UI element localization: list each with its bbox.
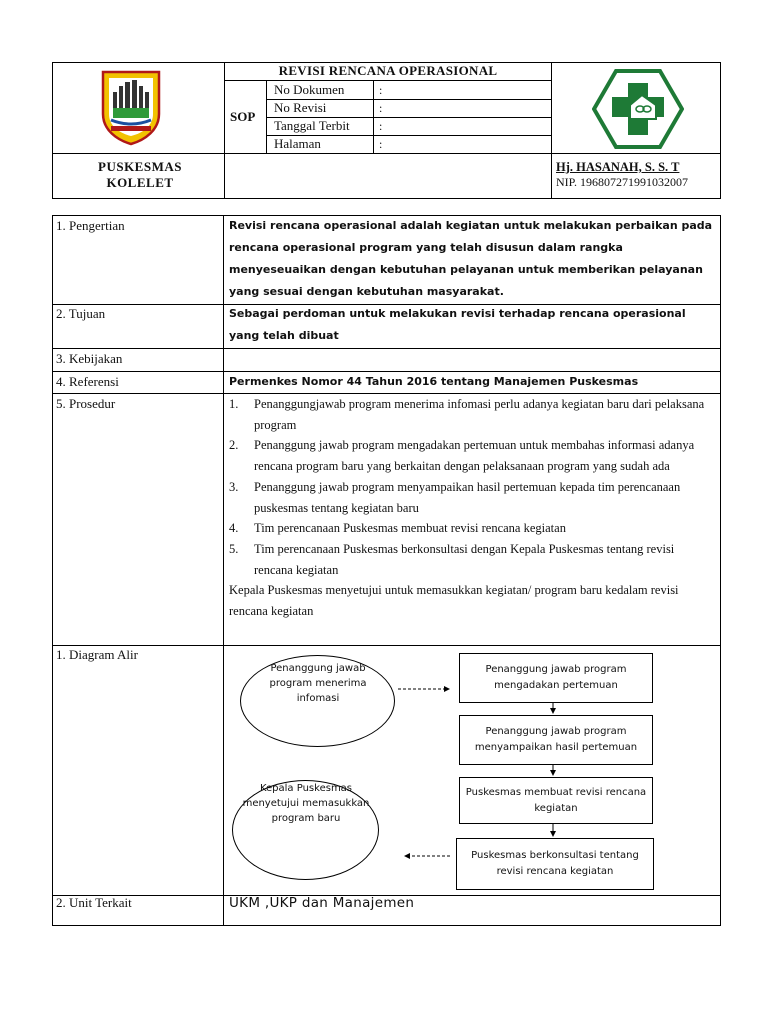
meta-value-no-revisi: : [379,101,383,115]
tujuan-text: Sebagai perdoman untuk melakukan revisi terhadap rencana operasional yang telah dibuat [229,307,686,342]
pengertian-text: Revisi rencana operasional adalah kegiatan untuk melakukan perbaikan pada rencana operasional program yang telah disusun dalam rangka menyeseuaikan dengan kebutuhan pelayanan untuk memberikan pelayanan yang sesuai dengan kebutuhan masyarakat. [229,219,713,298]
flow-box-meeting: Penanggung jawab program mengadakan pertemuan [459,653,653,703]
row-label-prosedur: 5. Prosedur [56,396,116,411]
row-label-diagram-alir: 1. Diagram Alir [56,647,138,662]
row-label-referensi: 4. Referensi [56,374,119,389]
meta-value-no-dokumen: : [379,83,383,97]
sop-label: SOP [230,109,256,124]
flow-box-report: Penanggung jawab program menyampaikan hasil pertemuan [459,715,653,765]
meta-label-halaman: Halaman [274,136,321,151]
meta-label-no-dokumen: No Dokumen [274,82,345,97]
signatory-nip: NIP. 196807271991032007 [556,175,689,189]
flow-ellipse-start-text: Penanggung jawab program menerima infomasi [269,663,367,704]
signatory-name: Hj. HASANAH, S. S. T [556,160,680,174]
flow-box-revision: Puskesmas membuat revisi rencana kegiatan [459,777,653,824]
org-name-line2: KOLELET [106,175,174,190]
meta-label-no-revisi: No Revisi [274,100,327,115]
unit-terkait-text: UKM ,UKP dan Manajemen [229,895,415,911]
meta-value-tanggal-terbit: : [379,119,383,133]
row-label-tujuan: 2. Tujuan [56,306,106,321]
prosedur-step: 4. Tim perencanaan Puskesmas membuat revisi rencana kegiatan [229,521,566,536]
flow-ellipse-end-text: Kepala Puskesmas menyetujui memasukkan program baru [242,783,370,824]
org-name-line1: PUSKESMAS [98,159,182,174]
prosedur-step: 1. Penanggungjawab program menerima infomasi perlu adanya kegiatan baru dari pelaksana program [229,397,705,432]
row-label-pengertian: 1. Pengertian [56,218,125,233]
document-title: REVISI RENCANA OPERASIONAL [278,63,498,78]
meta-value-halaman: : [379,137,383,151]
prosedur-step: 5. Tim perencanaan Puskesmas berkonsultasi dengan Kepala Puskesmas tentang revisi rencana kegiatan [229,541,675,577]
prosedur-step: 3. Penanggung jawab program menyampaikan hasil pertemuan kepada tim perencanaan puskesmas tentang kegiatan baru [229,479,681,515]
prosedur-step: 2. Penanggung jawab program mengadakan pertemuan untuk membahas informasi adanya rencana program baru yang berkaitan dengan pelaksanaan program yang sudah ada [229,438,695,474]
meta-label-tanggal-terbit: Tanggal Terbit [274,118,350,133]
prosedur-closing: Kepala Puskesmas menyetujui untuk memasukkan kegiatan/ program baru kedalam revisi rencana kegiatan [229,583,679,619]
row-label-kebijakan: 3. Kebijakan [56,351,123,366]
referensi-text: Permenkes Nomor 44 Tahun 2016 tentang Manajemen Puskesmas [229,375,639,388]
flow-box-consult: Puskesmas berkonsultasi tentang revisi rencana kegiatan [456,838,654,890]
row-label-unit-terkait: 2. Unit Terkait [56,895,132,910]
